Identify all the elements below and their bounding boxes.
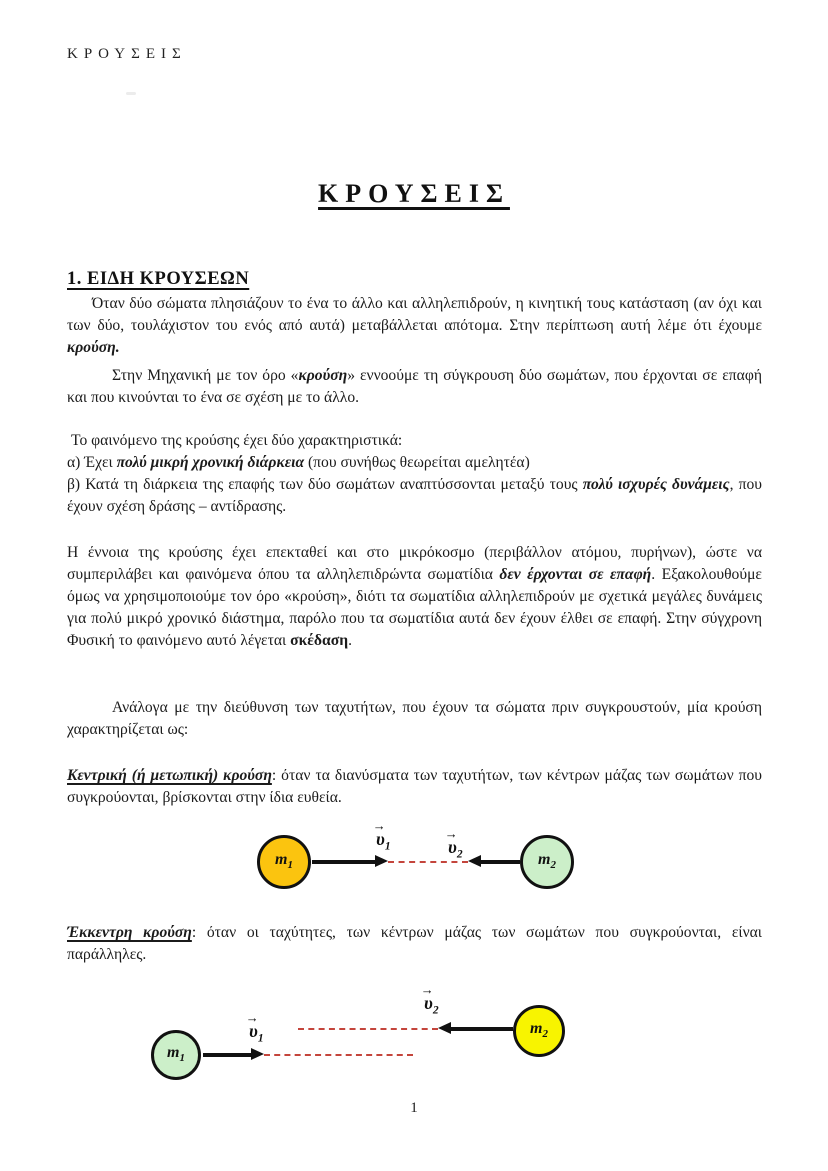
vector-arrow-icon: → (245, 1010, 259, 1025)
v2-arrow-shaft (480, 860, 520, 864)
mass-1-circle (257, 835, 311, 889)
mass-2-circle (520, 835, 574, 889)
paragraph-mechanics-definition: Στην Μηχανική με τον όρο «κρούση» εννοούμε τη σύγκρουση δύο σωμάτων, που έρχονται σε επαφή και που κινούνται το ένα σε σχέση με το άλλο. (67, 367, 763, 406)
v2-arrow-shaft (450, 1027, 513, 1031)
velocity-v2-label: → $\upsilon_2$ (420, 982, 439, 1017)
v1-arrow-shaft (312, 860, 376, 864)
v1-arrowhead-icon (375, 855, 388, 867)
paragraph-characteristic-a: α) Έχει πολύ μικρή χρονική διάρκεια (που συνήθως θεωρείται αμελητέα) (67, 454, 530, 471)
running-header: ΚΡΟΥΣΕΙΣ (67, 46, 187, 62)
mass-2-label: $m_2$ (538, 851, 556, 872)
page-number: 1 (410, 1100, 418, 1116)
vector-arrow-icon: → (372, 818, 386, 833)
mass-1-label: $m_1$ (275, 851, 293, 872)
paragraph-central-collision: Κεντρική (ή μετωπική) κρούση: όταν τα διανύσματα των ταχυτήτων, των κέντρων μάζας των σωμάτων που συγκρούονται, βρίσκονται στην ίδια ευθεία. (67, 767, 762, 806)
paragraph-collision-definition: Όταν δύο σώματα πλησιάζουν το ένα το άλλο και αλληλεπιδρούν, η κινητική τους κατάσταση (αν όχι και των δύο, τουλάχιστον του ενός από αυτά) μεταβάλλεται απότομα. Στην περίπτωση αυτή λέμε ότι έχουμε κρούση. (67, 295, 762, 356)
m2-path-dashed-line (298, 1028, 438, 1030)
paragraph-direction-intro: Ανάλογα με την διεύθυνση των ταχυτήτων, που έχουν τα σώματα πριν συγκρουστούν, μία κρούση χαρακτηρίζεται ως: (67, 699, 762, 738)
collision-path-dashed-line (388, 861, 468, 863)
scan-artifact (126, 92, 136, 95)
title-row (0, 179, 828, 209)
eccentric-collision-diagram (130, 982, 590, 1090)
paragraph-characteristics-intro: Το φαινόμενο της κρούσης έχει δύο χαρακτηριστικά: (71, 432, 403, 449)
velocity-v2-label: → $\upsilon_2$ (444, 826, 463, 861)
section-1-heading: 1. ΕΙΔΗ ΚΡΟΥΣΕΩΝ (67, 269, 250, 289)
paragraph-micro-world: Η έννοια της κρούσης έχει επεκταθεί και στο μικρόκοσμο (περιβάλλον ατόμου, πυρήνων), ώστε να συμπεριλάβει και φαινόμενα όπου τα αλληλεπιδρώντα σωματίδια δεν έρχονται σε επαφή. Εξακολουθούμε όμως να χρησιμοποιούμε τον όρο «κρούση», διότι τα σωματίδια αλληλεπιδρούν με σχετικά μεγάλες δυνάμεις για πολύ μικρό χρονικό διάστημα, παρόλο που τα σωματίδια αυτά δεν έχουν έλθει σε επαφή. Στην σύγχρονη Φυσική το φαινόμενο αυτό λέγεται σκέδαση. (67, 544, 762, 649)
mass-1-circle (151, 1030, 201, 1080)
central-collision-diagram (230, 815, 610, 915)
velocity-v1-label: → $\upsilon_1$ (372, 818, 391, 853)
paragraph-eccentric-collision: Έκκεντρη κρούση: όταν οι ταχύτητες, των κέντρων μάζας των σωμάτων που συγκρούονται, είναι παράλληλες. (67, 924, 762, 963)
vector-arrow-icon: → (420, 982, 434, 997)
mass-2-label: $m_2$ (530, 1020, 548, 1041)
v1-arrowhead-icon (251, 1048, 264, 1060)
paragraph-characteristic-b: β) Κατά τη διάρκεια της επαφής των δύο σωμάτων αναπτύσσονται μεταξύ τους πολύ ισχυρές δυνάμεις, που έχουν σχέση δράσης – αντίδρασης. (67, 476, 762, 515)
vector-arrow-icon: → (444, 826, 458, 841)
velocity-v1-label: → $\upsilon_1$ (245, 1010, 264, 1045)
m1-path-dashed-line (264, 1054, 413, 1056)
v1-arrow-shaft (203, 1053, 252, 1057)
document-title: ΚΡΟΥΣΕΙΣ (318, 179, 510, 208)
mass-2-circle (513, 1005, 565, 1057)
mass-1-label: $m_1$ (167, 1044, 185, 1065)
